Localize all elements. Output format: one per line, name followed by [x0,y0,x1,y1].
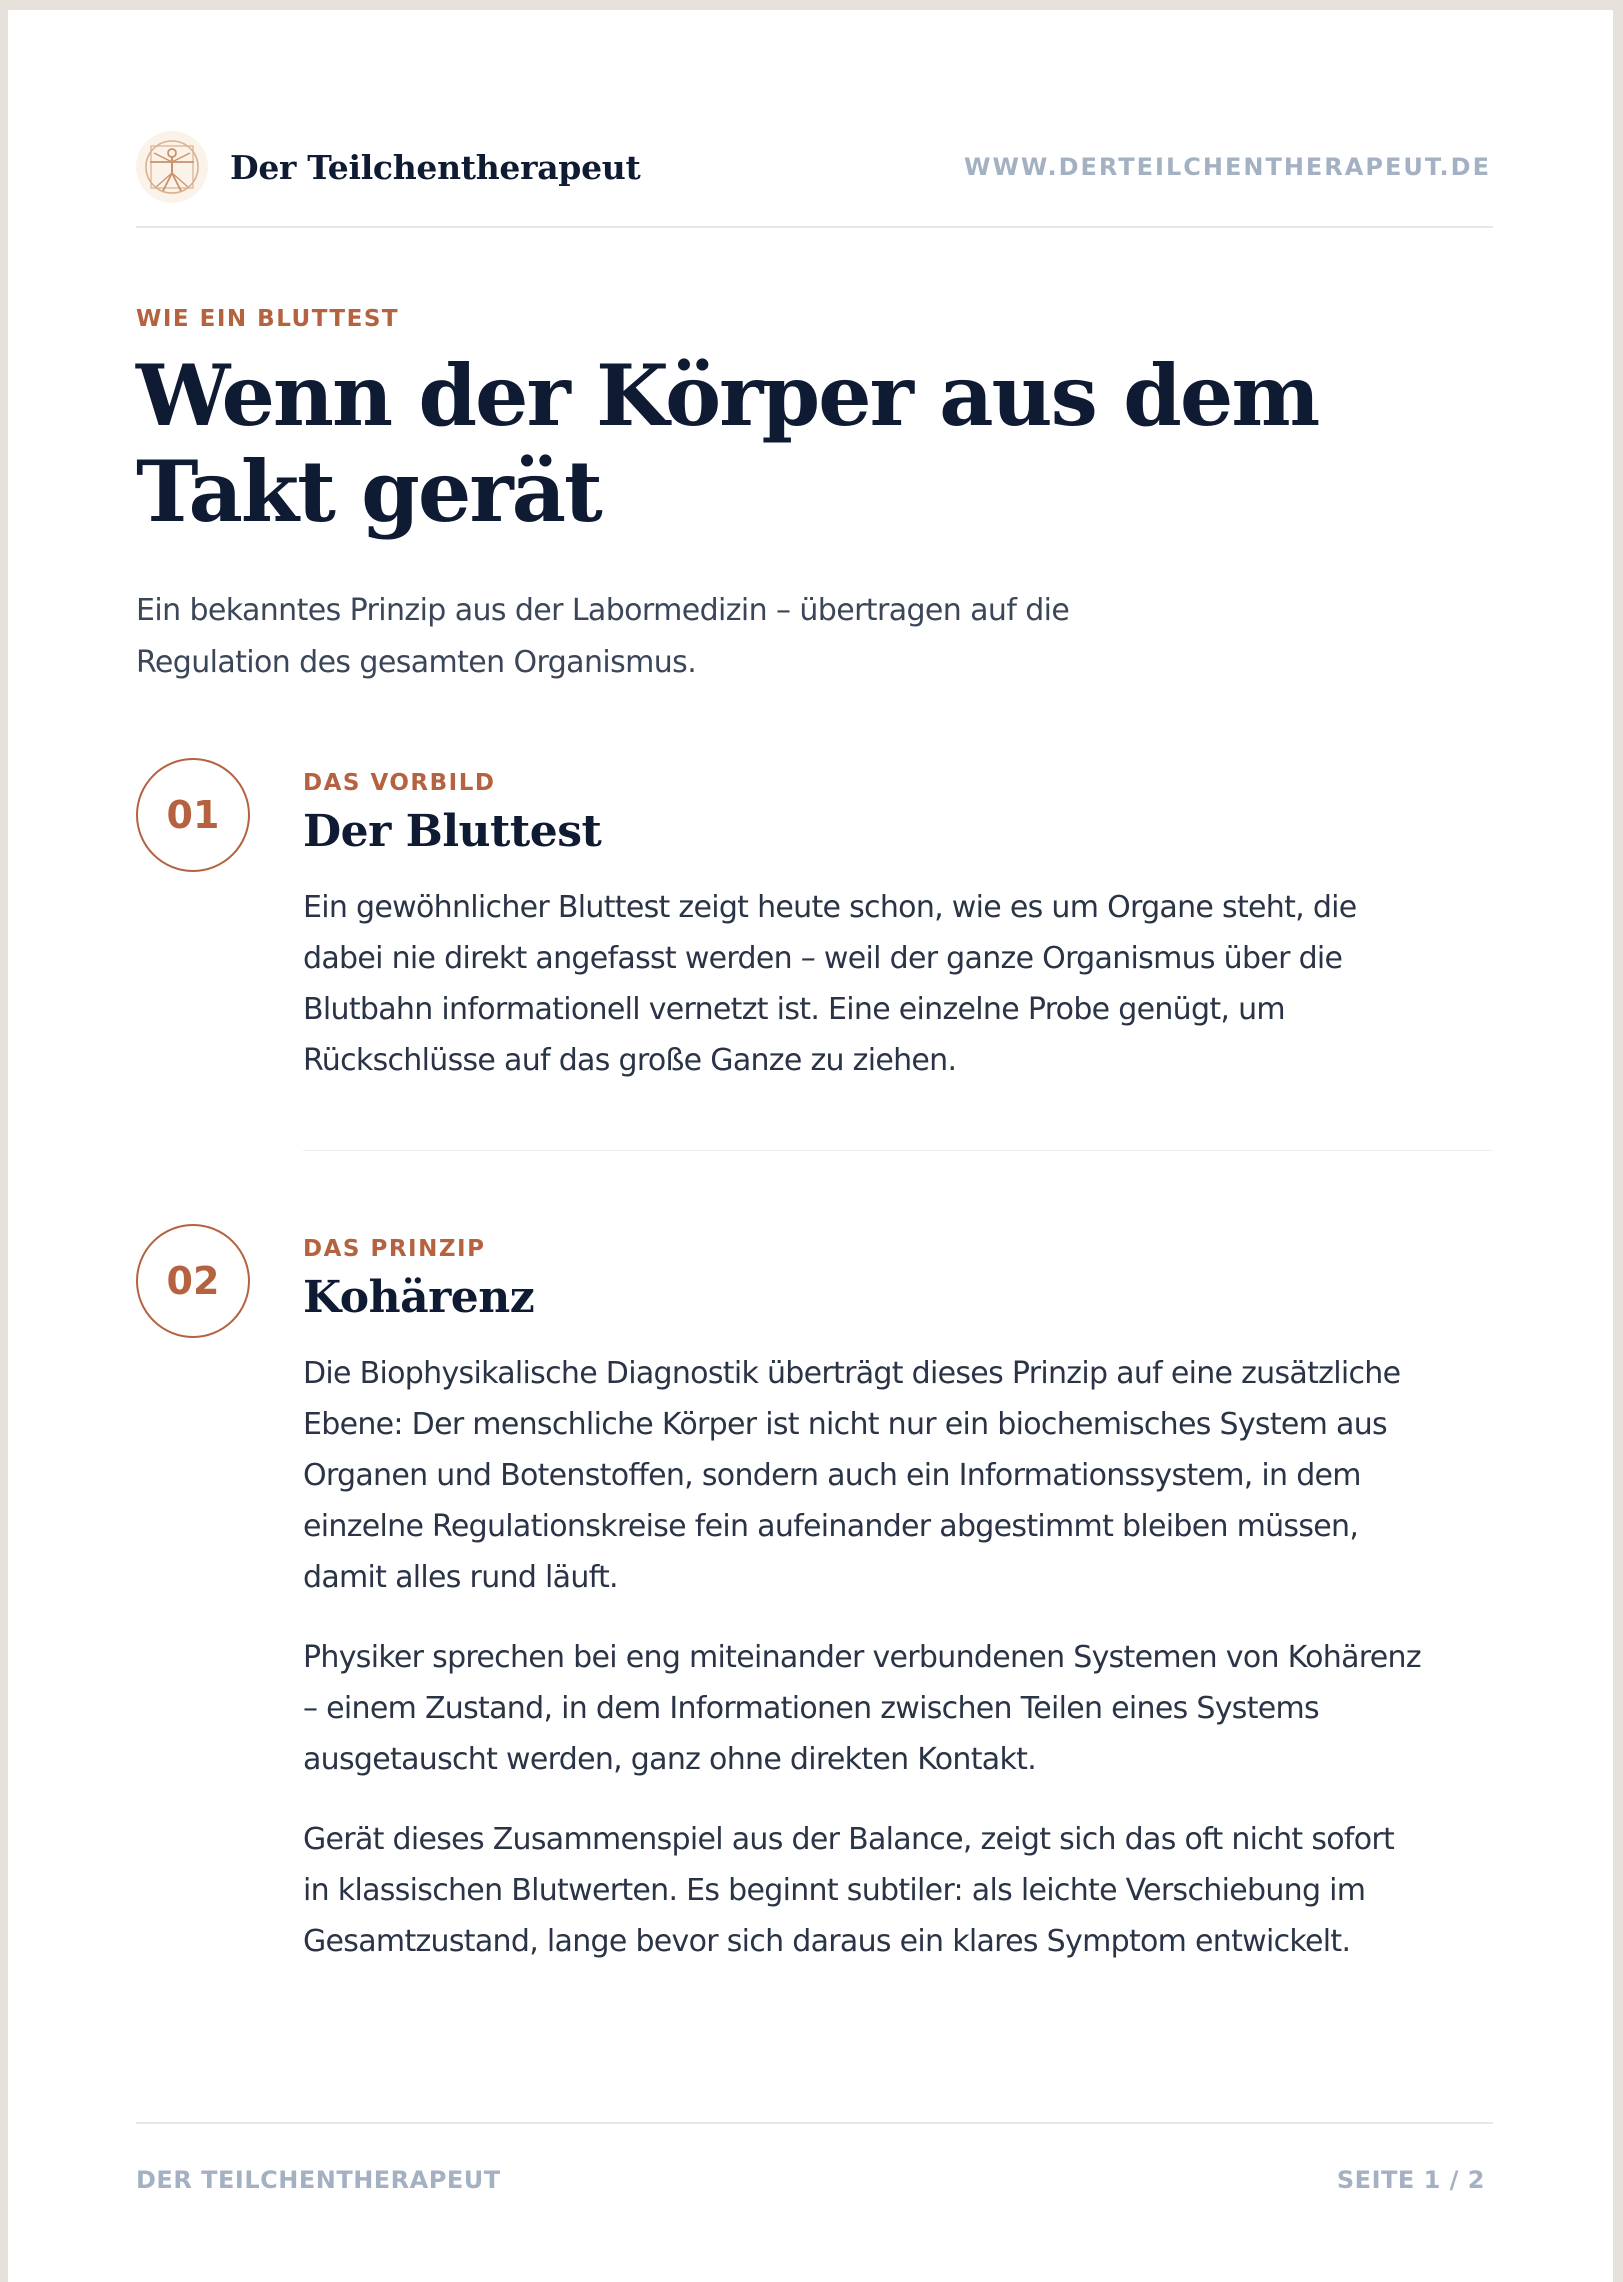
footer-divider [136,2122,1493,2124]
paragraph-line: Die Biophysikalische Diagnostik überträgt dieses Prinzip auf eine zusätzliche [303,1356,1401,1391]
paragraph-line: Blutbahn informationell vernetzt ist. Eine einzelne Probe genügt, um [303,992,1285,1027]
section-divider [303,1150,1493,1151]
section-title: Kohärenz [303,1272,535,1323]
paragraph-line: Ebene: Der menschliche Körper ist nicht nur ein biochemisches System aus [303,1407,1387,1442]
paragraph-line: dabei nie direkt angefasst werden – weil der ganze Organismus über die [303,941,1343,976]
section-number-badge: 01 [136,758,250,872]
paragraph-line: Ein gewöhnlicher Bluttest zeigt heute schon, wie es um Organe steht, die [303,890,1357,925]
section-paragraph [303,882,1483,1086]
section-title: Der Bluttest [303,806,602,857]
section-paragraph [303,1632,1483,1785]
paragraph-line: in klassischen Blutwerten. Es beginnt subtiler: als leichte Verschiebung im [303,1873,1366,1908]
brand [136,131,640,203]
footer-brand: DER TEILCHENTHERAPEUT [136,2166,501,2194]
brand-name: Der Teilchentherapeut [230,147,641,187]
section-label: DAS VORBILD [303,770,496,796]
page-header [136,122,1491,230]
paragraph-line: Organen und Botenstoffen, sondern auch ein Informationssystem, in dem [303,1458,1361,1493]
page-title [136,348,1336,540]
paragraph-line: – einem Zustand, in dem Informationen zwischen Teilen eines Systems [303,1691,1319,1726]
section-paragraph [303,1814,1483,1967]
paragraph-line: ausgetauscht werden, ganz ohne direkten Kontakt. [303,1742,1037,1777]
website-url[interactable]: WWW.DERTEILCHENTHERAPEUT.DE [963,153,1491,181]
subtitle-line-2: Regulation des gesamten Organismus. [136,645,697,680]
paragraph-line: damit alles rund läuft. [303,1560,618,1595]
paragraph-line: Gesamtzustand, lange bevor sich daraus ein klares Symptom entwickelt. [303,1924,1351,1959]
section-number-badge: 02 [136,1224,250,1338]
page-indicator: SEITE 1 / 2 [1336,2166,1485,2194]
paragraph-line: Physiker sprechen bei eng miteinander verbundenen Systemen von Kohärenz [303,1640,1421,1675]
header-divider [136,226,1493,228]
hero-eyebrow: WIE EIN BLUTTEST [136,306,400,332]
subtitle-line-1: Ein bekanntes Prinzip aus der Labormedizin – übertragen auf die [136,593,1070,628]
title-line-1: Wenn der Körper aus dem [136,346,1319,445]
section-paragraph [303,1348,1483,1603]
title-line-2: Takt gerät [136,442,601,541]
paragraph-line: einzelne Regulationskreise fein aufeinander abgestimmt bleiben müssen, [303,1509,1359,1544]
paragraph-line: Rückschlüsse auf das große Ganze zu ziehen. [303,1043,957,1078]
vitruvian-man-icon [136,131,208,203]
paragraph-line: Gerät dieses Zusammenspiel aus der Balance, zeigt sich das oft nicht sofort [303,1822,1395,1857]
document-page [8,10,1613,2282]
page-subtitle [136,585,1156,689]
section-label: DAS PRINZIP [303,1236,486,1262]
